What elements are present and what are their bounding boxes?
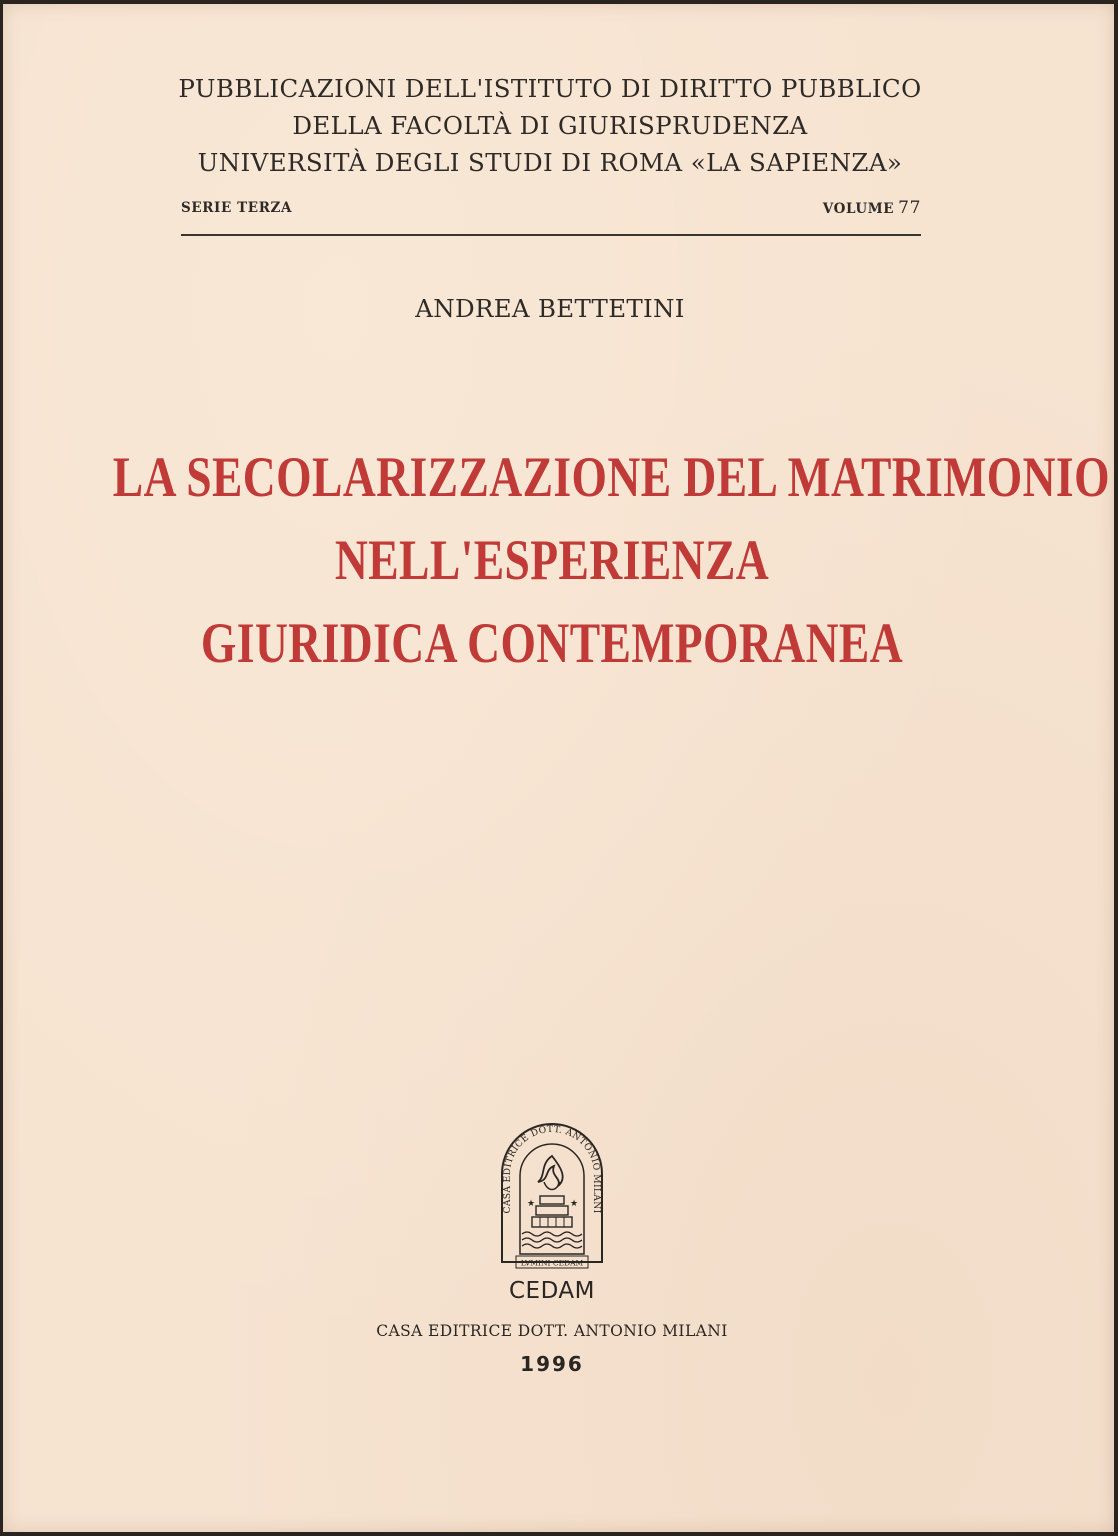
volume-label [823,198,921,218]
title-line-2: NELL'ESPERIENZA [334,529,770,592]
svg-text:★: ★ [570,1199,579,1209]
series-label: SERIE TERZA [181,200,293,216]
cedam-seal-logo [500,1122,604,1274]
seal-motto: LVMINI CEDAM [520,1258,584,1268]
volume-word: VOLUME [822,201,895,217]
institute-header [3,70,1097,181]
header-line-2: DELLA FACOLTÀ DI GIURISPRUDENZA [292,111,808,140]
svg-text:★: ★ [527,1199,536,1209]
title-line-3: GIURIDICA CONTEMPORANEA [200,612,904,675]
author-name: ANDREA BETTETINI [415,294,685,323]
seal-arc-text: CASA EDITRICE DOTT. ANTONIO MILANI [501,1123,603,1214]
publication-year: 1996 [520,1352,584,1376]
header-divider [181,234,921,236]
header-line-3: UNIVERSITÀ DEGLI STUDI DI ROMA «LA SAPIENZA» [197,148,903,177]
publisher-full-name: CASA EDITRICE DOTT. ANTONIO MILANI [376,1322,728,1340]
volume-number: 77 [898,198,921,218]
book-cover [3,4,1114,1532]
book-title [3,436,1110,685]
publisher-name: CEDAM [509,1278,595,1304]
title-line-1: LA SECOLARIZZAZIONE DEL MATRIMONIO [112,446,1110,509]
header-line-1: PUBBLICAZIONI DELL'ISTITUTO DI DIRITTO PUBBLICO [178,74,922,103]
